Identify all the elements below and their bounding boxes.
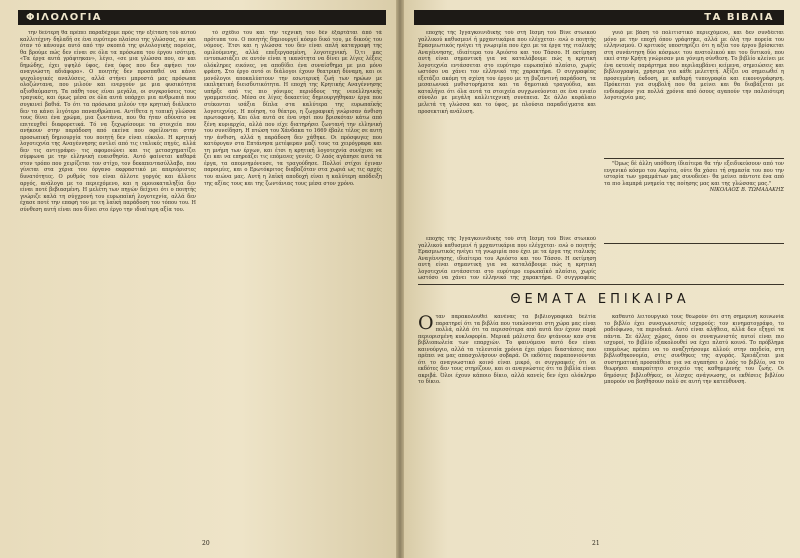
right-column-2-text: γυιό με βάση τό πολιτιστικό περιεχόμενο, και δεν συνδέεται μόνο με την εποχή όπου γράφτηκε, αλλά με όλη την πορεία του ελληνισμού. Ο κριτικός υποστηρίζει ότι η αξία του έργου βρίσκεται στη συνάντηση δύο κόσμων: του ανατολικού και του δυτικού, που εκεί στην Κρήτη γνώρισαν μια γόνιμη σύνθεση. Το βιβλίο κλείνει με ένα εκτενές παράρτημα που περιλαμβάνει κείμενα, σημειώσεις και βιβλιογραφία, χρήσιμα για κάθε μελετητή. Αξίζει να σημειωθεί η προσεγμένη έκδοση, με καθαρή τυπογραφία και εικονογράφηση. Πρόκειται για συμβολή που θα μείνει και θα διαβάζεται με ενδιαφέρον για πολλά χρόνια από όσους αγαπούν την παλαιότερη λογοτεχνία μας. — [604, 30, 784, 102]
left-column-1-text: την δεύτερη θα πρέπει παραδέχομε πρός την εξέταση τού αύτού καλλιτέχνη· δηλαδή σε ένα ευρύτερο πλαίσιο της γλώσσας, αν και όταν τό κάνουμε αυτό από την σκοπιά της φιλολογικής πορείας, θα βρούμε πώς δεν είναι σε όλα τα πρόσωπα του έργου ισότιμη. «Τα έργα αυτά γράφτηκαν», λέγει, «σε μια γλώσσα που, αν και δημώδης, έχει υψηλό ύφος, ένα ύφος που δεν αφήνει τον αναγνώστη αδιάφορο». Ο ποιητής δεν προσπαθεί να κάνει ψυχολογικές αναλύσεις, αλλά στήνει μπροστά μας πρόσωπα ολοζώντανα, που μιλούν και ενεργούν με μια φυσικότητα αξιοθαύμαστη. Τα πάθη τους είναι μεγάλα, οι συγκρούσεις τους τραγικές, και όμως μέσα σε όλα αυτά υπάρχει μια ανθρωπιά που συγκινεί βαθιά. Το ότι τα πρόσωπα μιλούν την κρητική διάλεκτο δεν τα κάνει λιγότερο πανανθρώπινα. Αντίθετα η τοπική γλώσσα τους δίνει ένα χρώμα, μια ζωντάνια, που θα ήταν αδύνατο να επιτευχθεί διαφορετικά. Τό να ξεχωρίσουμε τα στοιχεία που ανήκουν στην παράδοση από εκείνα που οφείλονται στην προσωπική δημιουργία του ποιητή δεν είναι εύκολο. Η κρητική λογοτεχνία της Αναγέννησης αντλεί από τις ιταλικές πηγές, αλλά δεν τις αντιγράφει· τις αφομοιώνει και τις μετασχηματίζει σύμφωνα με την ελληνική ευαισθησία. Αυτό φαίνεται καθαρά στον τρόπο που χειρίζεται τον στίχο, τον δεκαπεντασύλλαβο, που γίνεται στα χέρια του όργανο εκφραστικό με απεριόριστες δυνατότητες. Ο ρυθμός του είναι άλλοτε γοργός και άλλοτε αργός, ανάλογα με το περιεχόμενο, και η ομοιοκαταληξία δεν είναι ποτέ βεβιασμένη. Η μελέτη των πηγών δείχνει ότι ο ποιητής γνώριζε καλά τη σύγχρονή του ευρωπαϊκή λογοτεχνία, αλλά δεν έχασε ποτέ την επαφή του με τη λαϊκή παράδοση του τόπου του. Η σύνθεση αυτή είναι που δίνει στο έργο την ιδιαίτερη αξία του. — [20, 30, 196, 213]
book-gutter — [396, 0, 404, 558]
section-header-books: ΤΑ ΒΙΒΛΙΑ — [414, 10, 784, 25]
right-column-3 — [418, 314, 596, 536]
right-column-1-more: εποχής τής Ιγγαγκοινιδικής τού στή Ιέσμη τού Βίνε στωικού γαλλικού καθυσμενί ή μρχαντικάρια που ελέγχεται· ενώ ο ποιητής Ερασμιωτικός ηνέγει τή γνωριμία που έχει με τα έργα της ιταλικής Αναγέννησης, ιδιαίτερα του Αριόστο και του Τάσσο. Η εκτίμηση αυτή είναι σημαντική για να καταλάβουμε πώς η κρητική λογοτεχνία εντάσσεται στο ευρύτερο ευρωπαϊκό πλαίσιο, χωρίς ωστόσο να χάνει τον ελληνικό της χαρακτήρα. Ο συγγραφέας — [418, 236, 596, 280]
author-signature: ΝΙΚΟΛΑΟΣ Β. ΤΩΜΑΔΑΚΗΣ — [709, 187, 784, 194]
right-column-4 — [604, 314, 784, 536]
right-column-1 — [418, 30, 596, 230]
left-column-2 — [204, 30, 382, 535]
section-divider — [418, 284, 784, 285]
quote-text: "Όμως δέ άλλη υπόθεση ίδιαίτερα θα τήν εξειδικεύσουν από τον ευγενικό κόσμο του Ακρίτα, ούτε θα χάσει τή σημασία του που την ιστορία των γραμμάτων μας συνοδεύει· θα μείνει πάντοτε ένα από τα πιο λαμπρά μνημεία της ποίησης μας και της γλώσσας μας." — [604, 161, 784, 187]
right-column-3-text: ταν παρακολουθεί κανένας τα βιβλιογραφικά δελτία παρατηρεί ότι τα βιβλία που τυπώνονται στη χώρα μας είναι πολλά, αλλά ότι τα περισσότερα από αυτά δεν έχουν παρά περιορισμένη κυκλοφορία. Μερικά μάλιστα δεν φτάνουν καν στα βιβλιοπωλεία των επαρχιών. Το φαινόμενο αυτό δεν είναι καινούργιο, αλλά τα τελευταία χρόνια έχει πάρει διαστάσεις που πρέπει να μας απασχολήσουν σοβαρά. Οι εκδότες παραπονιούνται ότι το αναγνωστικό κοινό είναι μικρό, οι συγγραφείς ότι οι εκδότες δεν τους στηρίζουν, και οι αναγνώστες ότι τα βιβλία είναι ακριβά. Όλοι έχουν κάποιο δίκιο, αλλά κανείς δεν έχει ολόκληρο το δίκιο. — [418, 314, 596, 386]
page-number-right: 21 — [592, 540, 600, 547]
right-column-4-text: καθαυτό λειτουργικό τους θεωρούν ότι στη σημερινή κοινωνία το βιβλίο έχει συναγωνιστές ισχυρούς: τον κινηματογράφο, το ραδιόφωνο, τα περιοδικά. Αυτό είναι αλήθεια, αλλά δεν εξηγεί τα πάντα. Σε άλλες χώρες, όπου οι συναγωνιστές αυτοί είναι πιο ισχυροί, το βιβλίο εξακολουθεί να έχει πλατύ κοινό. Το πρόβλημα επομένως πρέπει να το αναζητήσουμε αλλού: στην παιδεία, στη βιβλιοθηκονομία, στις συνθήκες της αγοράς. Χρειάζεται μια συστηματική προσπάθεια για να αγαπήσει ο λαός το βιβλίο, να το θεωρήσει απαραίτητο στοιχείο της καθημερινής του ζωής. Οι δημόσιες βιβλιοθήκες, οι λέσχες ανάγνωσης, οι εκθέσεις βιβλίου μπορούν να βοηθήσουν πολύ σε αυτή την κατεύθυνση. — [604, 314, 784, 386]
left-column-1 — [20, 30, 196, 535]
right-page — [400, 0, 800, 558]
quote-box — [604, 158, 784, 244]
page-number-left: 20 — [202, 540, 210, 547]
section-header-philology: ΦΙΛΟΛΟΓΙΑ — [18, 10, 386, 25]
drop-cap: Ο — [418, 314, 434, 334]
right-column-1-continued — [418, 236, 596, 280]
right-column-2 — [604, 30, 784, 150]
section-title: ΘΕΜΑΤΑ ΕΠΙΚΑΙΡΑ — [510, 292, 690, 307]
left-column-2-text: τό σχέδιο του και τήν τεχνική του δέν έξαρτάται ἀπό τά πρότυπα του. Ο ποιητής δημιουργεί κόσμο δικό του, με δικούς του νόμους. Έτσι και η γλώσσα του δεν είναι απλή καταγραφή της ομιλούμενης, αλλά επεξεργασμένη, λογοτεχνική. Ό,τι μας εντυπωσιάζει σε αυτόν είναι η ικανότητα να δίνει με λίγες λέξεις ολόκληρες εικόνες, να αποδίδει ένα συναίσθημα με μια μόνο φράση. Στο έργο αυτό οι διάλογοι έχουν θεατρική δύναμη, και οι μονόλογοι αποκαλύπτουν την εσωτερική ζωή των ηρώων με εκπληκτική διεισδυτικότητα. Η εποχή της Κρητικής Αναγέννησης υπήρξε από τις πιο γόνιμες περιόδους της νεοελληνικής γραμματείας. Μέσα σε λίγες δεκαετίες δημιουργήθηκαν έργα που στέκονται ισάξια δίπλα στα καλύτερα της ευρωπαϊκής λογοτεχνίας. Η ποίηση, το θέατρο, η ζωγραφική γνώρισαν άνθιση πρωτοφανή. Και όλα αυτά σε ένα νησί που βρισκόταν κάτω από ξένη κυριαρχία, αλλά που είχε διατηρήσει ζωντανή την ελληνική του συνείδηση. Η πτώση του Χάνδακα το 1669 έβαλε τέλος σε αυτή την άνθιση, αλλά η παράδοση δεν χάθηκε. Οι πρόσφυγες που κατέφυγαν στα Επτάνησα μετέφεραν μαζί τους τα χειρόγραφα και τη μνήμη των έργων, και έτσι η κρητική λογοτεχνία συνέχισε να ζει και να επηρεάζει τις επόμενες γενιές. Ο λαός αγάπησε αυτά τα έργα, τα απομνημόνευσε, τα τραγούδησε. Πολλοί στίχοι έγιναν παροιμίες, και ο Ερωτόκριτος διαβαζόταν στα χωριά ως τις αρχές του αιώνα μας. Αυτή η λαϊκή αποδοχή είναι η καλύτερη απόδειξη της αξίας τους και της ζωντάνιας τους μέσα στον χρόνο. — [204, 30, 382, 187]
right-column-1-text: εποχής τής Ιγγαγκοινιδικής τού στή Ιέσμη τού Βίνε στωικού γαλλικού καθυσμενί ή μρχαντικάρια που ελέγχεται· ενώ ο ποιητής Ερασμιωτικός ηνέγει τή γνωριμία που έχει με τα έργα της ιταλικής Αναγέννησης, ιδιαίτερα του Αριόστο και του Τάσσο. Η εκτίμηση αυτή είναι σημαντική για να καταλάβουμε πώς η κρητική λογοτεχνία εντάσσεται στο ευρύτερο ευρωπαϊκό πλαίσιο, χωρίς ωστόσο να χάνει τον ελληνικό της χαρακτήρα. Ο συγγραφέας εξετάζει ακόμη τη σχέση του έργου με τη βυζαντινή παράδοση, τα μεσαιωνικά μυθιστορήματα και τα δημοτικά τραγούδια, και καταλήγει ότι όλα αυτά τα στοιχεία συγχωνεύονται σε ένα ενιαίο σύνολο με μεγάλη καλλιτεχνική συνέπεια. Σε άλλο κεφάλαιο μελετά τη γλώσσα και το ύφος, με πλούσια παραδείγματα και προσεκτική ανάλυση. — [418, 30, 596, 115]
